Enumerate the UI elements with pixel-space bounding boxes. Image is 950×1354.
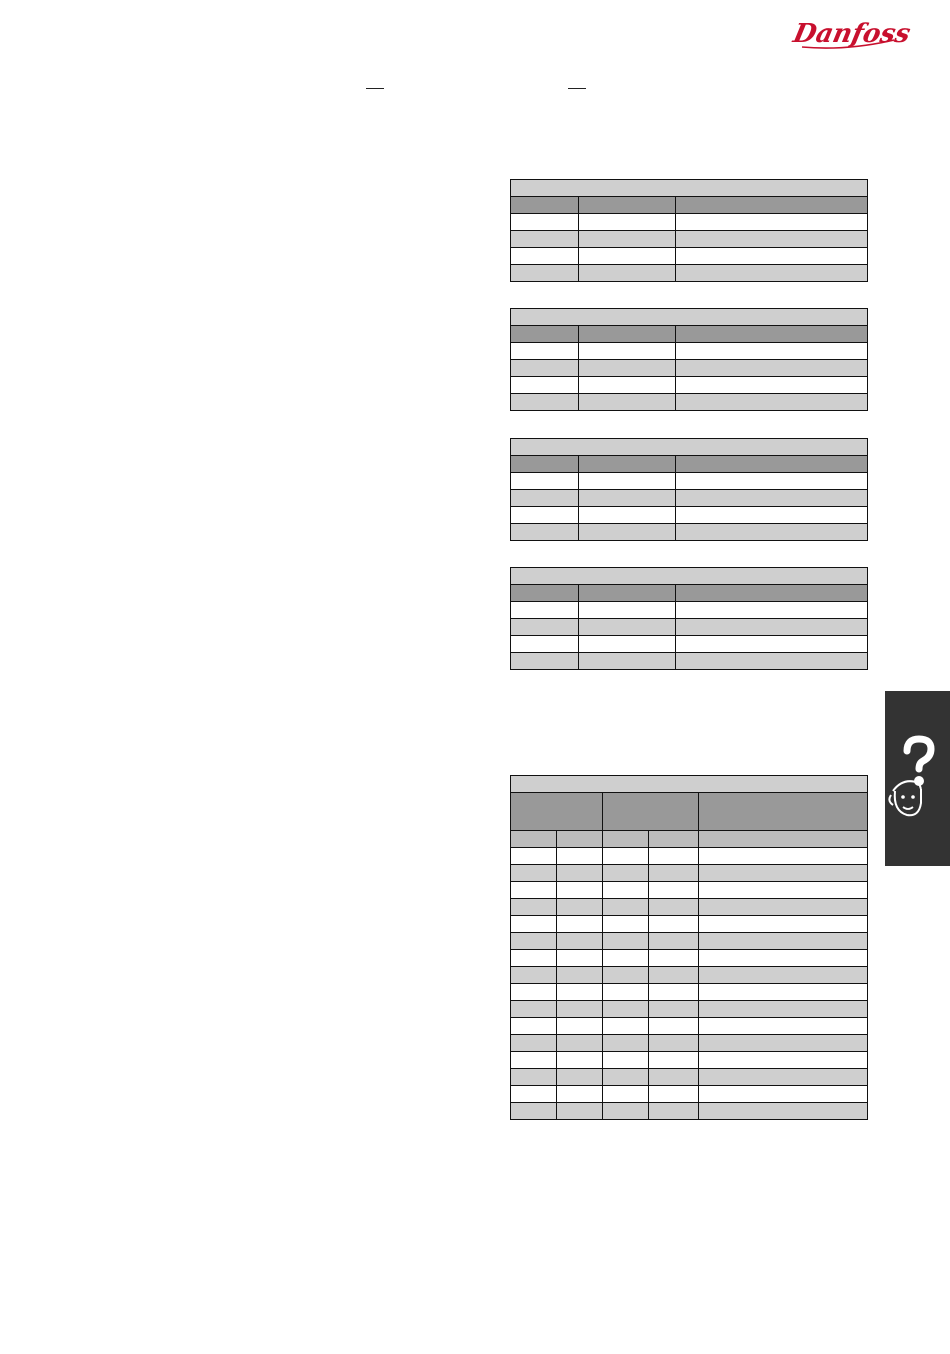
table-cell: [603, 1103, 649, 1120]
table-cell: [699, 1086, 868, 1103]
table-subheader-cell: [557, 831, 603, 848]
table-title-row: [511, 568, 868, 585]
table-cell: [511, 933, 557, 950]
svg-text:Danfoss: Danfoss: [790, 18, 914, 49]
table-cell: [511, 950, 557, 967]
table-header-cell: [579, 197, 676, 214]
table-subheader-cell: [699, 831, 868, 848]
table-cell: [557, 967, 603, 984]
table-row: [511, 619, 868, 636]
table-cell: [603, 950, 649, 967]
table-row: [511, 473, 868, 490]
table-cell: [511, 1103, 557, 1120]
table-row: [511, 343, 868, 360]
table-cell: [557, 882, 603, 899]
table-cell: [699, 899, 868, 916]
table-cell: [649, 1052, 699, 1069]
table-cell: [603, 1086, 649, 1103]
table-row: [511, 265, 868, 282]
table-title-row: [511, 180, 868, 197]
table-cell: [649, 899, 699, 916]
table-cell: [649, 865, 699, 882]
table-cell: [699, 967, 868, 984]
table-row: [511, 1086, 868, 1103]
table-cell: [699, 1001, 868, 1018]
table-cell: [557, 1103, 603, 1120]
table-row: [511, 1018, 868, 1035]
table-cell: [603, 984, 649, 1001]
table-cell: [557, 865, 603, 882]
table-header-cell: [603, 793, 699, 831]
table-cell: [649, 848, 699, 865]
table-row: [511, 214, 868, 231]
table-cell: [557, 916, 603, 933]
table-cell: [649, 1035, 699, 1052]
table-header-cell: [676, 456, 868, 473]
table-row: [511, 360, 868, 377]
table-cell: [649, 882, 699, 899]
table-header-cell: [676, 585, 868, 602]
table-cell: [603, 967, 649, 984]
table-cell: [699, 933, 868, 950]
table-cell: [699, 1052, 868, 1069]
parameter-table: [510, 179, 868, 282]
table-row: [511, 231, 868, 248]
table-header-cell: [676, 197, 868, 214]
table-header-cell: [579, 456, 676, 473]
table-row: [511, 933, 868, 950]
table-header-cell: [579, 585, 676, 602]
table-cell: [603, 933, 649, 950]
table-cell: [649, 1103, 699, 1120]
table-cell: [511, 967, 557, 984]
table-cell: [649, 1001, 699, 1018]
table-row: [511, 865, 868, 882]
table-cell: [557, 933, 603, 950]
table-title-row: [511, 309, 868, 326]
table-row: [511, 882, 868, 899]
table-cell: [699, 1035, 868, 1052]
table-cell: [699, 848, 868, 865]
table-row: [511, 1035, 868, 1052]
table-cell: [603, 1001, 649, 1018]
table-header-cell: [676, 326, 868, 343]
table-cell: [649, 967, 699, 984]
table-row: [511, 377, 868, 394]
table-cell: [649, 984, 699, 1001]
table-cell: [603, 1035, 649, 1052]
table-cell: [511, 1035, 557, 1052]
table-cell: [557, 984, 603, 1001]
table-header-cell: [511, 456, 579, 473]
table-cell: [649, 916, 699, 933]
table-cell: [511, 916, 557, 933]
table-row: [511, 653, 868, 670]
table-cell: [557, 899, 603, 916]
table-cell: [511, 1018, 557, 1035]
table-subheader-cell: [511, 831, 557, 848]
table-cell: [557, 1069, 603, 1086]
table-cell: [649, 1069, 699, 1086]
table-cell: [603, 1052, 649, 1069]
table-cell: [649, 1086, 699, 1103]
table-row: [511, 490, 868, 507]
table-cell: [557, 1018, 603, 1035]
table-cell: [557, 950, 603, 967]
parameter-table: [510, 308, 868, 411]
table-cell: [603, 865, 649, 882]
table-header-cell: [511, 585, 579, 602]
table-title-row: [511, 439, 868, 456]
table-header-cell: [511, 197, 579, 214]
table-cell: [699, 950, 868, 967]
large-parameter-table: [510, 775, 868, 1120]
table-row: [511, 602, 868, 619]
parameter-table: [510, 567, 868, 670]
table-cell: [649, 1018, 699, 1035]
table-header-cell: [699, 793, 868, 831]
table-cell: [511, 899, 557, 916]
table-row: [511, 1103, 868, 1120]
table-row: [511, 950, 868, 967]
table-cell: [699, 882, 868, 899]
table-cell: [603, 882, 649, 899]
table-cell: [649, 933, 699, 950]
table-cell: [699, 984, 868, 1001]
table-row: [511, 507, 868, 524]
table-subheader-cell: [603, 831, 649, 848]
table-row: [511, 1052, 868, 1069]
table-cell: [511, 984, 557, 1001]
help-side-tab: [885, 691, 950, 866]
table-cell: [511, 1052, 557, 1069]
table-row: [511, 1069, 868, 1086]
table-row: [511, 394, 868, 411]
table-header-cell: [579, 326, 676, 343]
table-cell: [699, 1069, 868, 1086]
question-elf-icon: [885, 691, 950, 866]
table-cell: [557, 1052, 603, 1069]
table-cell: [603, 1018, 649, 1035]
table-cell: [699, 1018, 868, 1035]
table-row: [511, 967, 868, 984]
table-row: [511, 848, 868, 865]
overline-mark: [568, 88, 586, 89]
table-row: [511, 916, 868, 933]
table-cell: [699, 916, 868, 933]
table-row: [511, 636, 868, 653]
table-cell: [603, 916, 649, 933]
table-row: [511, 984, 868, 1001]
table-cell: [511, 865, 557, 882]
table-cell: [699, 1103, 868, 1120]
parameter-table: [510, 438, 868, 541]
table-cell: [511, 1069, 557, 1086]
table-row: [511, 1001, 868, 1018]
table-row: [511, 899, 868, 916]
table-row: [511, 248, 868, 265]
table-cell: [511, 1001, 557, 1018]
table-cell: [511, 1086, 557, 1103]
table-cell: [649, 950, 699, 967]
table-cell: [699, 865, 868, 882]
table-cell: [511, 848, 557, 865]
table-title-row: [511, 776, 868, 793]
table-cell: [557, 1001, 603, 1018]
table-cell: [603, 899, 649, 916]
table-cell: [511, 882, 557, 899]
table-subheader-cell: [649, 831, 699, 848]
table-cell: [557, 848, 603, 865]
table-row: [511, 524, 868, 541]
overline-mark: [366, 88, 384, 89]
table-header-cell: [511, 793, 603, 831]
table-header-cell: [511, 326, 579, 343]
table-cell: [603, 1069, 649, 1086]
table-cell: [557, 1035, 603, 1052]
table-cell: [557, 1086, 603, 1103]
table-cell: [603, 848, 649, 865]
danfoss-logo: [790, 14, 914, 54]
